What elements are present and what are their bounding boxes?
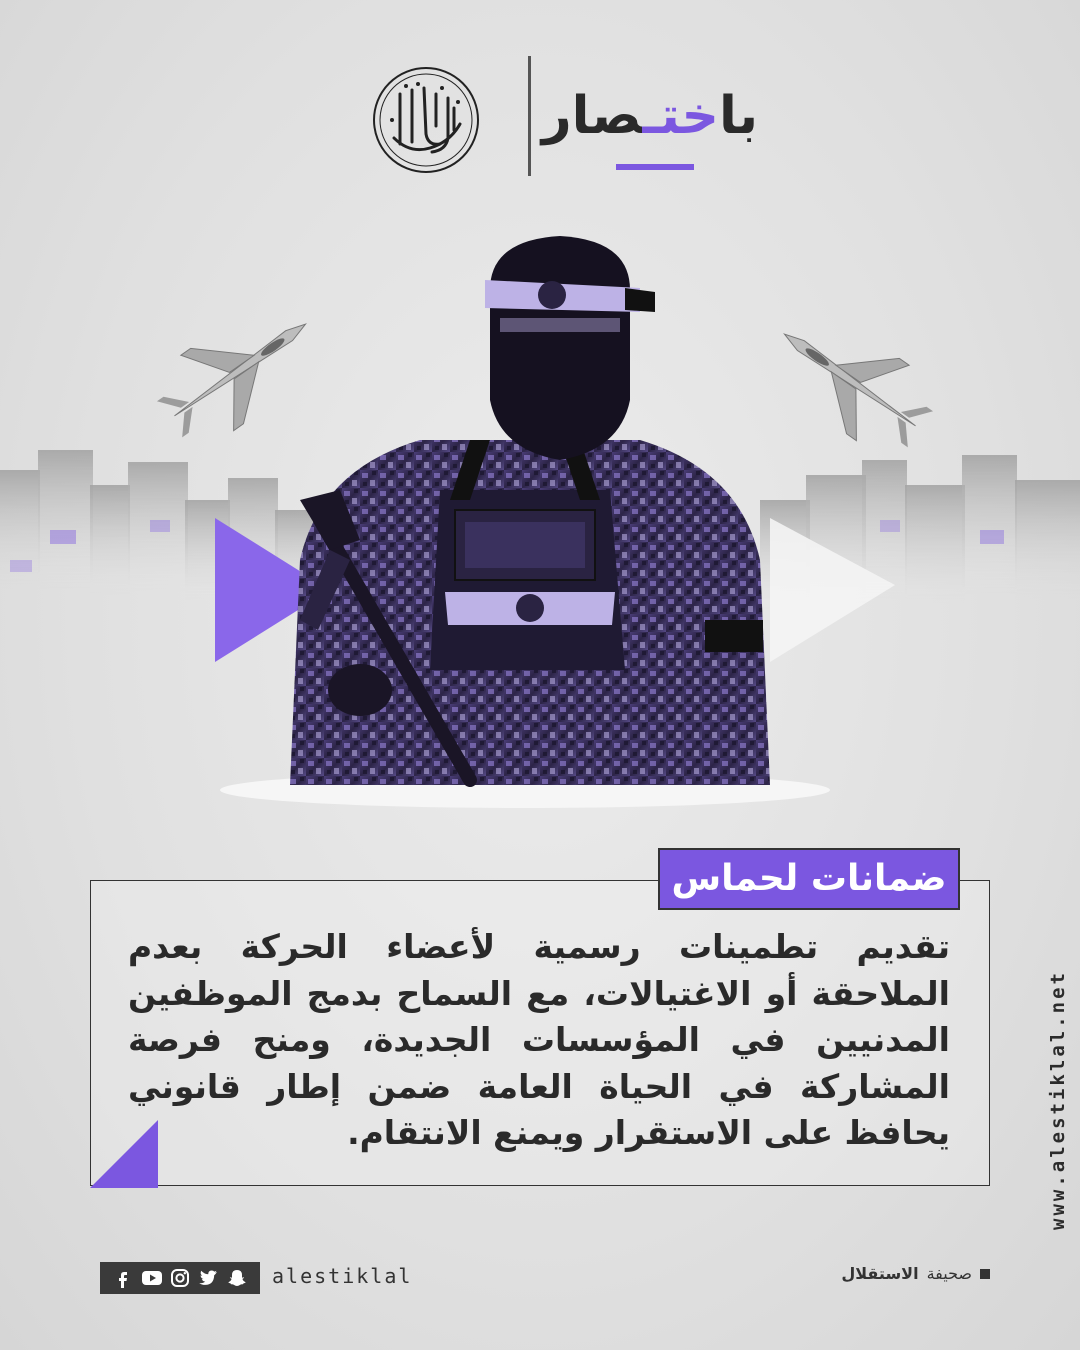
twitter-icon[interactable]	[197, 1267, 219, 1289]
brand-accent: ختـ	[642, 86, 719, 146]
card-title: ضمانات لحماس	[658, 848, 960, 910]
brand-underline	[616, 164, 694, 170]
header-divider	[528, 56, 531, 176]
footer-brand-light: صحيفة	[926, 1264, 972, 1283]
youtube-icon[interactable]	[141, 1267, 163, 1289]
brand-post: صار	[541, 86, 643, 146]
hero-illustration	[0, 200, 1080, 810]
bullet-square-icon	[980, 1269, 990, 1279]
side-url[interactable]	[1038, 970, 1078, 1230]
brand-pre: با	[718, 86, 758, 146]
header	[0, 56, 1080, 176]
social-icons-bar	[100, 1262, 260, 1294]
card-body-text: تقديم تطمينات رسمية لأعضاء الحركة بعدم الملاحقة أو الاغتيالات، مع السماح بدمج الموظفين المدنيين في المؤسسات الجديدة، ومنح فرصة المشاركة في الحياة العامة ضمن إطار قانوني يحافظ على الاستقرار ويمنع الانتقام.	[128, 927, 950, 1152]
side-url-text[interactable]: www.alestiklal.net	[1047, 970, 1069, 1230]
snapchat-icon[interactable]	[226, 1267, 248, 1289]
brand-text	[542, 86, 758, 146]
calligraphy-emblem-icon	[370, 64, 482, 176]
fighter-jet-right-icon	[758, 296, 947, 467]
fighter-jet-left-icon	[143, 286, 332, 457]
social-handle[interactable]: alestiklal	[272, 1264, 413, 1288]
brand-logo	[541, 86, 758, 166]
hero-graphic	[0, 200, 1080, 810]
instagram-icon[interactable]	[169, 1267, 191, 1289]
footer-brand	[760, 1264, 990, 1283]
facebook-icon[interactable]	[112, 1267, 134, 1289]
soldier-figure	[290, 236, 770, 785]
footer-brand-bold: الاستقلال	[841, 1264, 919, 1283]
